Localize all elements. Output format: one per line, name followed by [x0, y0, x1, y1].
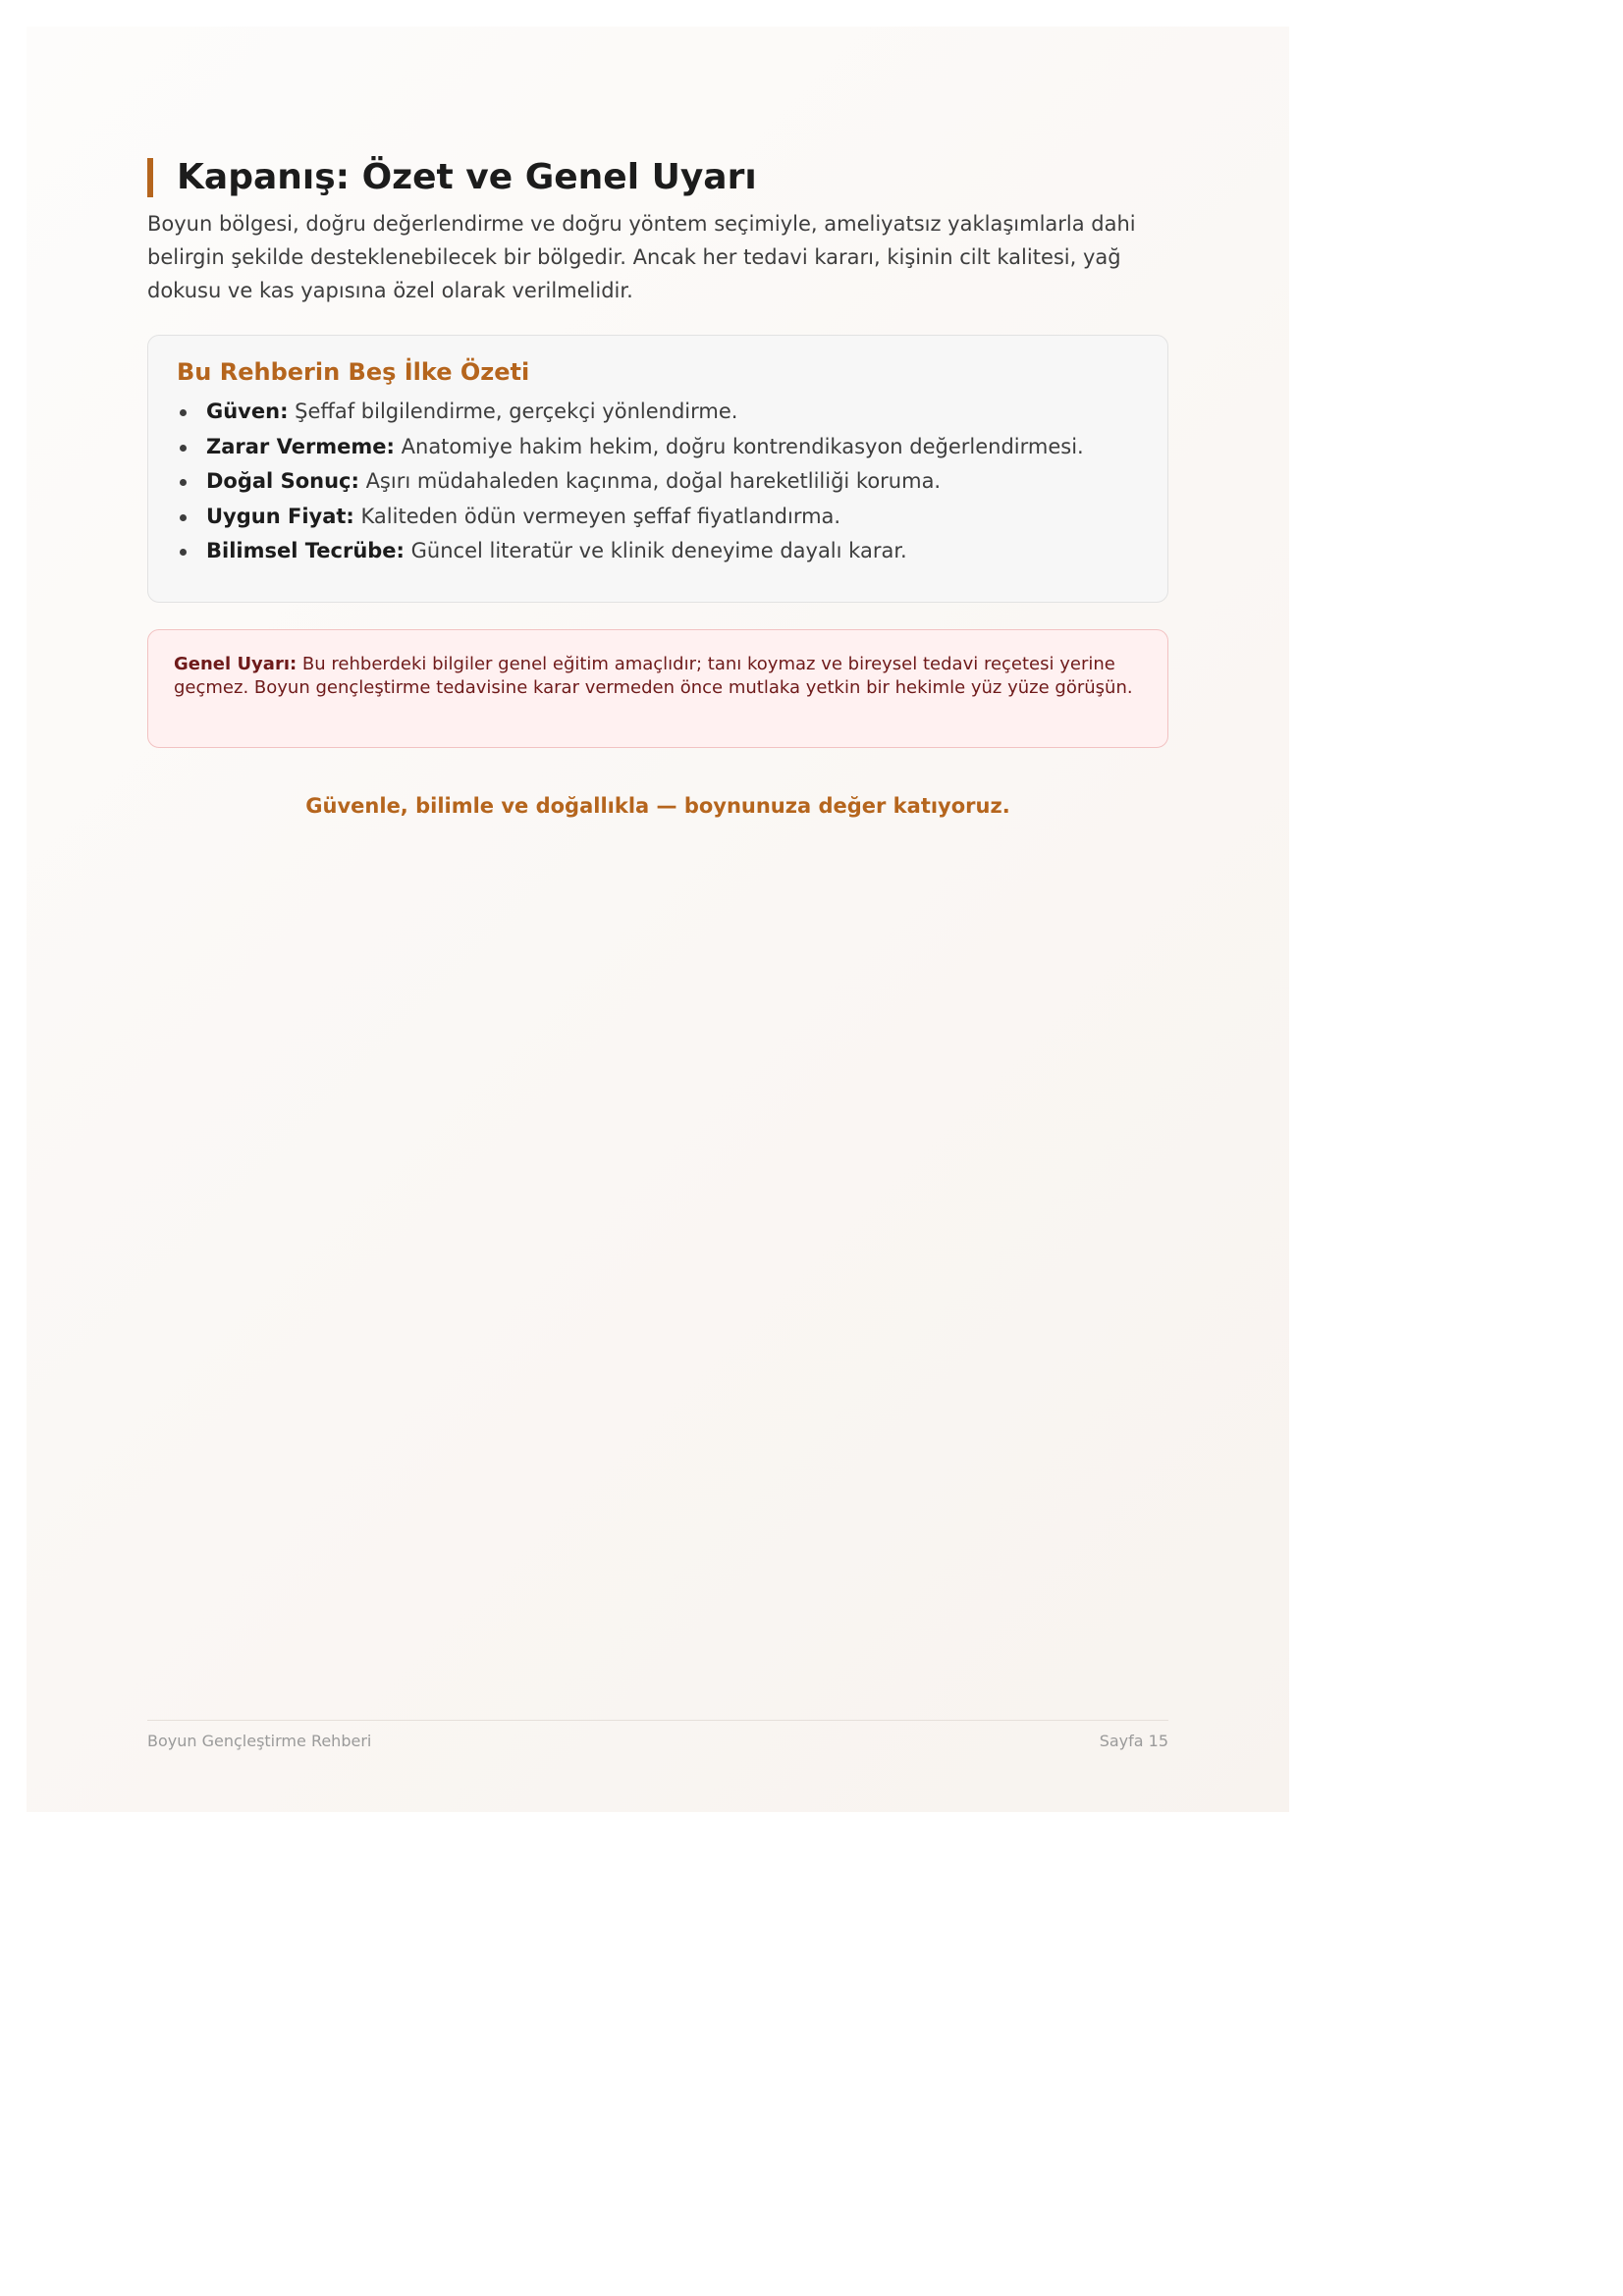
footer-page-number: Sayfa 15 [1099, 1732, 1168, 1750]
list-item [177, 464, 1140, 500]
principle-term: Doğal Sonuç: [206, 469, 359, 493]
bullet-icon [180, 514, 187, 521]
list-item [177, 534, 1140, 569]
principle-text: Kaliteden ödün vermeyen şeffaf fiyatlandırma. [360, 504, 841, 528]
principle-term: Zarar Vermeme: [206, 434, 395, 458]
document-page [27, 27, 1289, 1812]
list-item [177, 395, 1140, 430]
principle-term: Uygun Fiyat: [206, 504, 354, 528]
warning-text: Bu rehberdeki bilgiler genel eğitim amaçlıdır; tanı koymaz ve bireysel tedavi reçetesi yerine geçmez. Boyun gençleştirme tedavisine karar vermeden önce mutlaka yetkin bir hekimle yüz yüze görüşün. [174, 654, 1133, 698]
principle-text: Şeffaf bilgilendirme, gerçekçi yönlendirme. [295, 400, 738, 423]
principle-text: Anatomiye hakim hekim, doğru kontrendikasyon değerlendirmesi. [401, 434, 1084, 458]
closing-tagline: Güvenle, bilimle ve doğallıkla — boynunuza değer katıyoruz. [305, 794, 1010, 818]
principle-term: Güven: [206, 400, 289, 423]
principle-term: Bilimsel Tecrübe: [206, 539, 405, 562]
bullet-icon [180, 479, 187, 486]
principle-text: Güncel literatür ve klinik deneyime dayalı karar. [410, 539, 907, 562]
general-warning-box [147, 629, 1168, 748]
footer-document-title: Boyun Gençleştirme Rehberi [147, 1732, 372, 1750]
summary-title: Bu Rehberin Beş İlke Özeti [177, 358, 530, 386]
footer-divider [147, 1720, 1168, 1721]
page-title: Kapanış: Özet ve Genel Uyarı [147, 158, 757, 197]
bullet-icon [180, 409, 187, 416]
intro-paragraph: Boyun bölgesi, doğru değerlendirme ve doğru yöntem seçimiyle, ameliyatsız yaklaşımlarla dahi belirgin şekilde desteklenebilecek bir bölgedir. Ancak her tedavi kararı, kişinin cilt kalitesi, yağ dokusu ve kas yapısına özel olarak verilmelidir. [147, 212, 1136, 302]
principles-summary-box [147, 335, 1168, 603]
principle-text: Aşırı müdahaleden kaçınma, doğal hareketliliği koruma. [365, 469, 942, 493]
list-item [177, 500, 1140, 535]
bullet-icon [180, 445, 187, 452]
warning-label: Genel Uyarı: [174, 654, 298, 674]
principles-list [177, 395, 1140, 569]
list-item [177, 430, 1140, 465]
bullet-icon [180, 549, 187, 556]
